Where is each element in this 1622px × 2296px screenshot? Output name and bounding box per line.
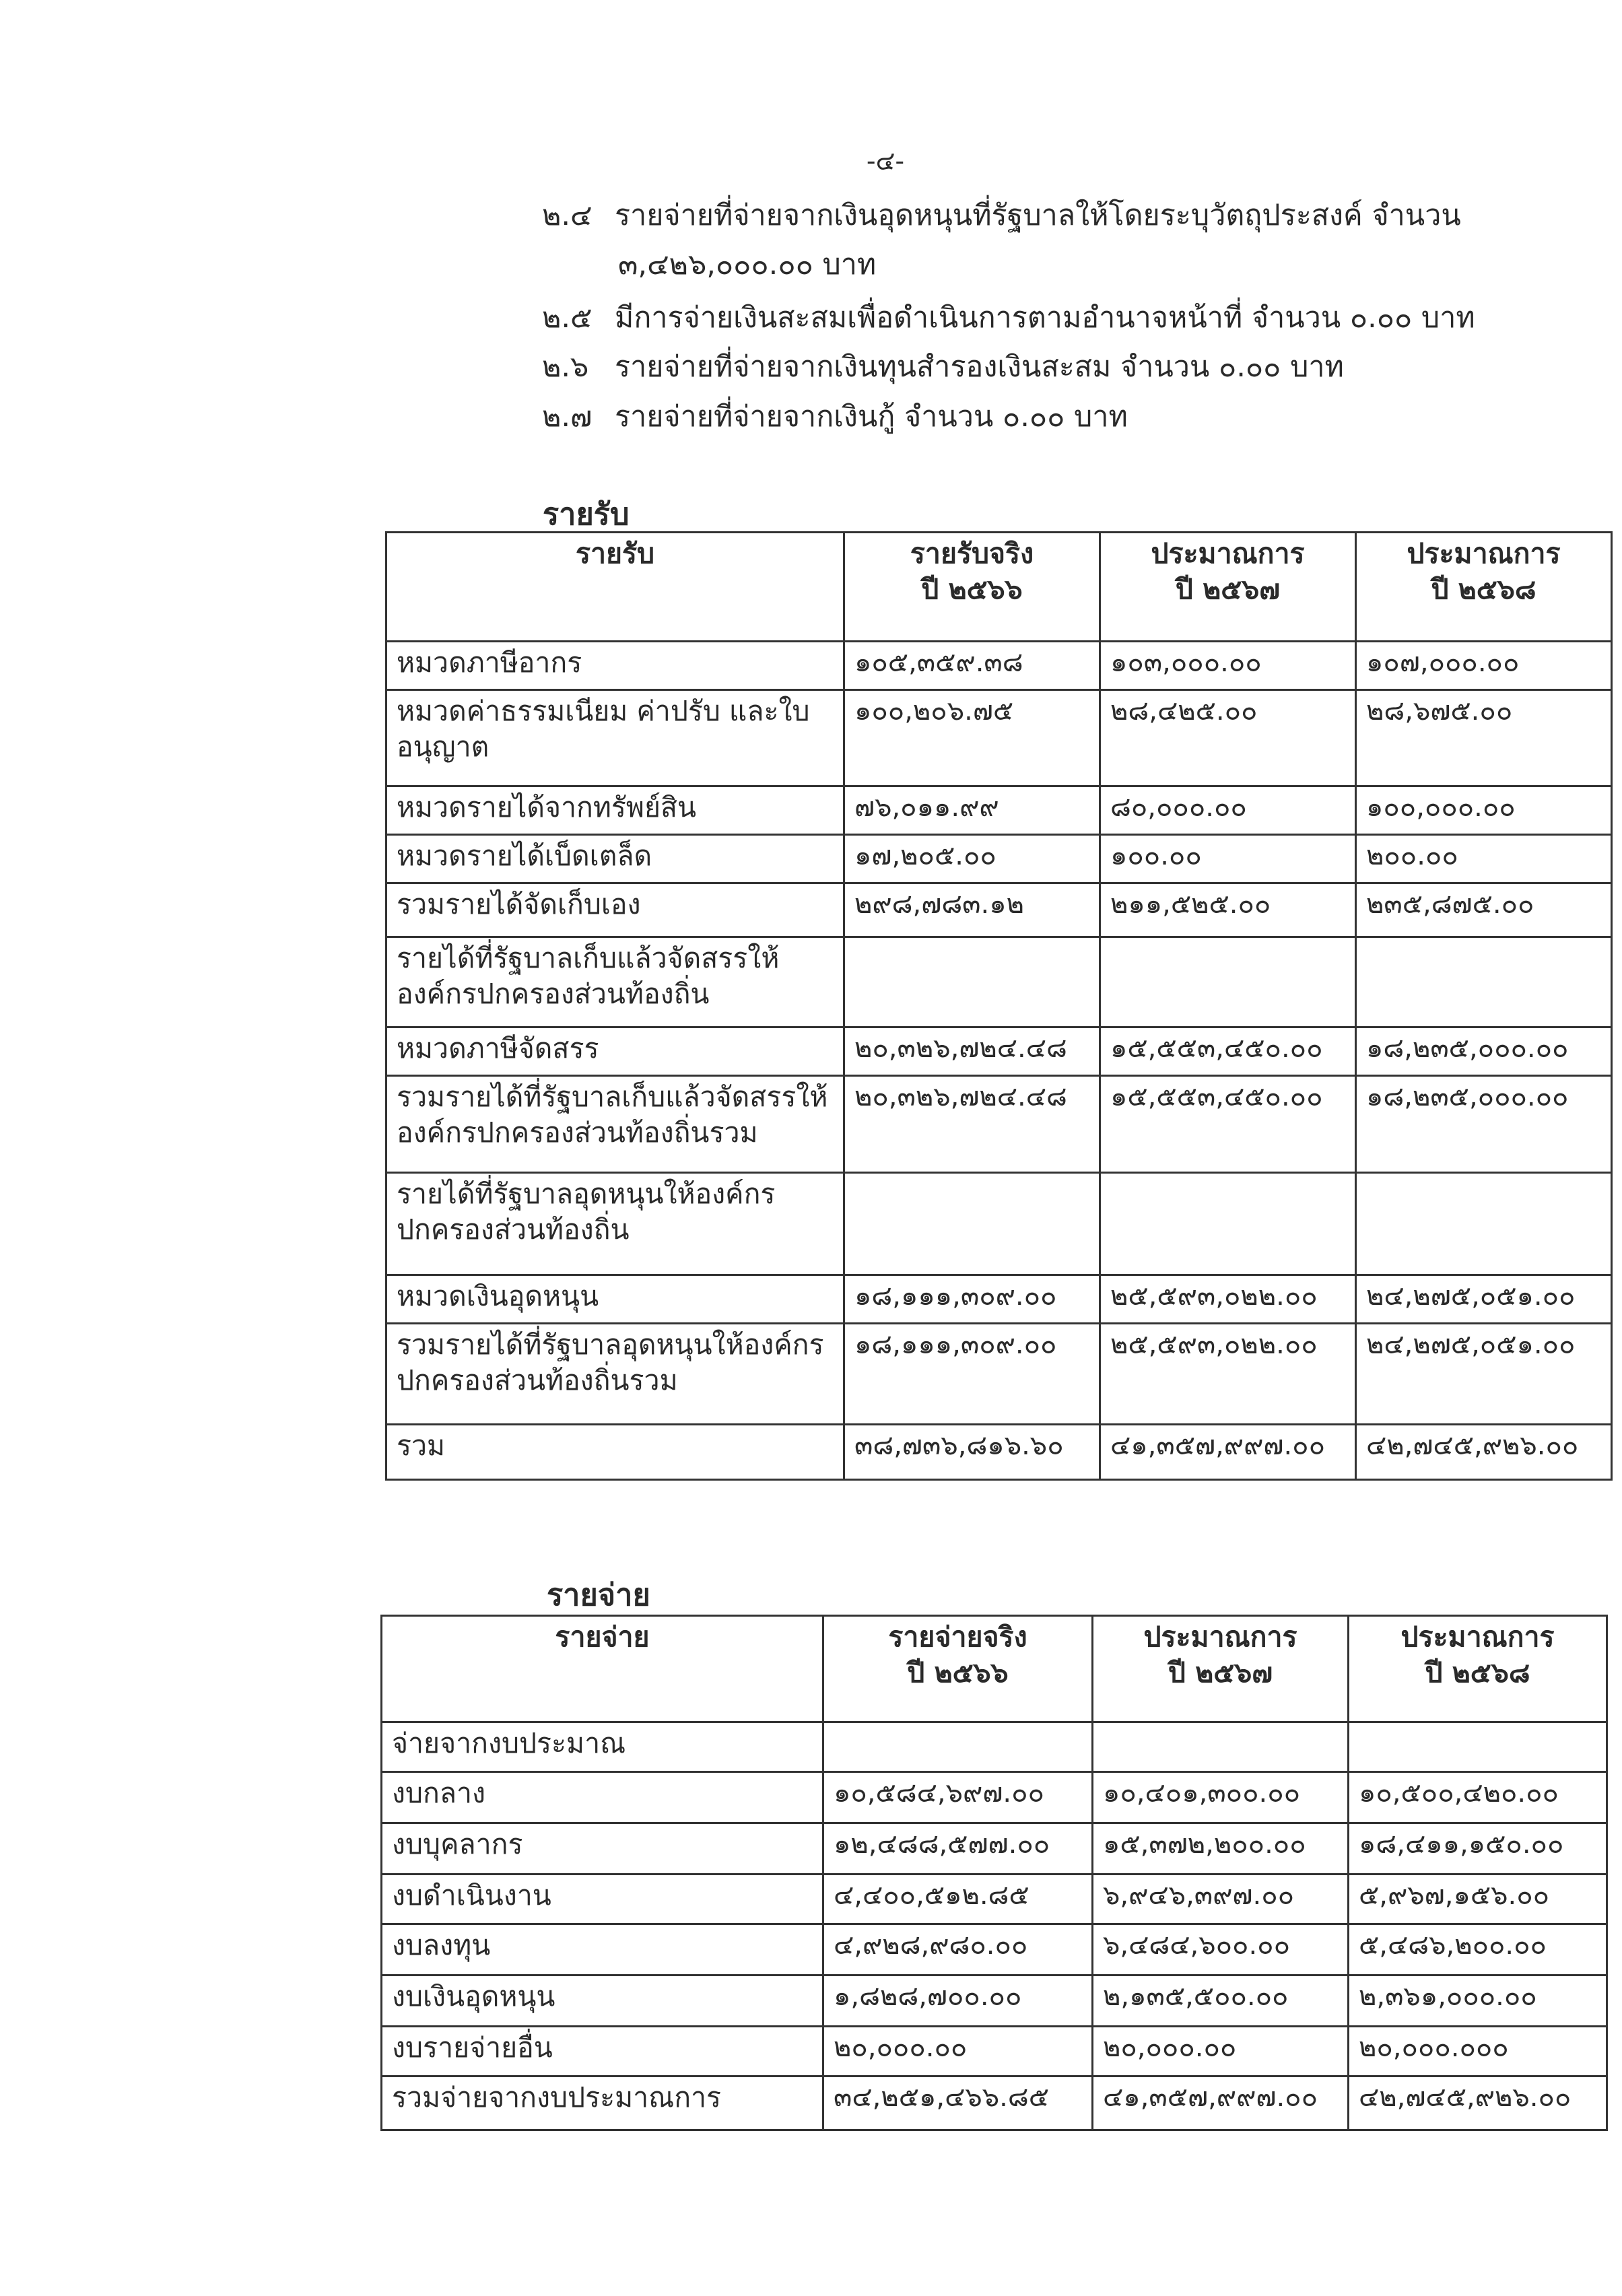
cell-estimate-2568: ๔๒,๗๔๕,๙๒๖.๐๐	[1356, 1425, 1612, 1480]
cell-actual: ๑๐๕,๓๕๙.๓๘	[844, 642, 1100, 690]
cell-estimate-2568: ๑๐,๕๐๐,๔๒๐.๐๐	[1349, 1772, 1607, 1823]
row-label: รวม	[386, 1425, 844, 1480]
cell-actual	[844, 937, 1100, 1027]
income-caption: รายรับ	[543, 496, 630, 532]
row-label: รวมรายได้ที่รัฐบาลเก็บแล้วจัดสรรให้องค์กรปกครองส่วนท้องถิ่นรวม	[386, 1076, 844, 1173]
table-row	[382, 1823, 1607, 1875]
cell-estimate-2568: ๒๐,๐๐๐.๐๐๐	[1349, 2027, 1607, 2076]
cell-actual: ๒๐,๐๐๐.๐๐	[823, 2027, 1093, 2076]
cell-estimate-2568: ๒๐๐.๐๐	[1356, 835, 1612, 883]
cell-actual	[823, 1722, 1093, 1772]
table-row	[386, 835, 1612, 883]
column-header: ประมาณการ ปี ๒๕๖๘	[1349, 1616, 1607, 1722]
cell-estimate-2568: ๒,๓๖๑,๐๐๐.๐๐	[1349, 1976, 1607, 2027]
table-row	[382, 1722, 1607, 1772]
cell-actual: ๑,๘๒๘,๗๐๐.๐๐	[823, 1976, 1093, 2027]
cell-actual: ๒๙๘,๗๘๓.๑๒	[844, 883, 1100, 937]
table-row	[386, 1275, 1612, 1324]
cell-estimate-2568: ๑๘,๒๓๕,๐๐๐.๐๐	[1356, 1027, 1612, 1076]
table-row	[386, 1027, 1612, 1076]
item-number: ๒.๔	[542, 199, 593, 232]
item-text: รายจ่ายที่จ่ายจากเงินทุนสำรองเงินสะสม จำนวน ๐.๐๐ บาท	[615, 350, 1344, 384]
cell-estimate-2567: ๑๐๓,๐๐๐.๐๐	[1100, 642, 1356, 690]
cell-actual: ๗๖,๐๑๑.๙๙	[844, 786, 1100, 835]
item-2-6	[542, 343, 1344, 389]
column-header: ประมาณการ ปี ๒๕๖๗	[1100, 533, 1356, 642]
cell-actual: ๔,๙๒๘,๙๘๐.๐๐	[823, 1924, 1093, 1976]
cell-estimate-2567: ๖,๔๘๔,๖๐๐.๐๐	[1093, 1924, 1349, 1976]
cell-actual: ๒๐,๓๒๖,๗๒๔.๔๘	[844, 1027, 1100, 1076]
cell-actual: ๑๗,๒๐๕.๐๐	[844, 835, 1100, 883]
row-label: รายได้ที่รัฐบาลอุดหนุนให้องค์กรปกครองส่วนท้องถิ่น	[386, 1173, 844, 1275]
column-header: รายจ่ายจริง ปี ๒๕๖๖	[823, 1616, 1093, 1722]
row-label: งบเงินอุดหนุน	[382, 1976, 823, 2027]
table-row	[382, 2076, 1607, 2130]
column-header: รายรับจริง ปี ๒๕๖๖	[844, 533, 1100, 642]
cell-actual: ๑๒,๔๘๘,๕๗๗.๐๐	[823, 1823, 1093, 1875]
item-text: มีการจ่ายเงินสะสมเพื่อดำเนินการตามอำนาจหน้าที่ จำนวน ๐.๐๐ บาท	[615, 301, 1475, 335]
cell-estimate-2567: ๘๐,๐๐๐.๐๐	[1100, 786, 1356, 835]
table-row	[386, 1425, 1612, 1480]
cell-estimate-2568	[1356, 1173, 1612, 1275]
expense-table	[380, 1615, 1608, 2131]
cell-estimate-2568: ๑๘,๔๑๑,๑๕๐.๐๐	[1349, 1823, 1607, 1875]
cell-estimate-2568: ๒๓๕,๘๗๕.๐๐	[1356, 883, 1612, 937]
cell-actual: ๑๘,๑๑๑,๓๐๙.๐๐	[844, 1275, 1100, 1324]
cell-estimate-2567	[1093, 1722, 1349, 1772]
table-row	[386, 786, 1612, 835]
table-row	[386, 642, 1612, 690]
cell-estimate-2568: ๕,๔๘๖,๒๐๐.๐๐	[1349, 1924, 1607, 1976]
cell-estimate-2568: ๑๐๐,๐๐๐.๐๐	[1356, 786, 1612, 835]
cell-actual	[844, 1173, 1100, 1275]
row-label: งบรายจ่ายอื่น	[382, 2027, 823, 2076]
table-row	[386, 690, 1612, 786]
row-label: งบกลาง	[382, 1772, 823, 1823]
cell-estimate-2568: ๒๔,๒๗๕,๐๕๑.๐๐	[1356, 1275, 1612, 1324]
cell-estimate-2568: ๒๔,๒๗๕,๐๕๑.๐๐	[1356, 1324, 1612, 1425]
cell-actual: ๑๐,๕๘๔,๖๙๗.๐๐	[823, 1772, 1093, 1823]
income-header-row	[386, 533, 1612, 642]
row-label: รวมจ่ายจากงบประมาณการ	[382, 2076, 823, 2130]
item-number: ๒.๕	[542, 301, 593, 335]
column-header: ประมาณการ ปี ๒๕๖๗	[1093, 1616, 1349, 1722]
row-label: งบดำเนินงาน	[382, 1875, 823, 1924]
item-2-7	[542, 393, 1128, 439]
cell-estimate-2567: ๒๑๑,๕๒๕.๐๐	[1100, 883, 1356, 937]
cell-estimate-2568: ๕,๙๖๗,๑๕๖.๐๐	[1349, 1875, 1607, 1924]
row-label: รวมรายได้ที่รัฐบาลอุดหนุนให้องค์กรปกครองส่วนท้องถิ่นรวม	[386, 1324, 844, 1425]
income-table	[385, 531, 1613, 1481]
table-row	[382, 2027, 1607, 2076]
table-row	[386, 1076, 1612, 1173]
row-label: รายได้ที่รัฐบาลเก็บแล้วจัดสรรให้องค์กรปกครองส่วนท้องถิ่น	[386, 937, 844, 1027]
cell-estimate-2567: ๔๑,๓๕๗,๙๙๗.๐๐	[1100, 1425, 1356, 1480]
cell-estimate-2567: ๒,๑๓๕,๕๐๐.๐๐	[1093, 1976, 1349, 2027]
cell-actual: ๔,๔๐๐,๕๑๒.๘๕	[823, 1875, 1093, 1924]
cell-estimate-2568: ๔๒,๗๔๕,๙๒๖.๐๐	[1349, 2076, 1607, 2130]
table-row	[382, 1976, 1607, 2027]
row-label: หมวดเงินอุดหนุน	[386, 1275, 844, 1324]
cell-estimate-2567: ๔๑,๓๕๗,๙๙๗.๐๐	[1093, 2076, 1349, 2130]
row-label: รวมรายได้จัดเก็บเอง	[386, 883, 844, 937]
table-row	[382, 1875, 1607, 1924]
item-number: ๒.๖	[542, 350, 589, 384]
row-label: จ่ายจากงบประมาณ	[382, 1722, 823, 1772]
table-row	[382, 1772, 1607, 1823]
cell-estimate-2567: ๑๕,๓๗๒,๒๐๐.๐๐	[1093, 1823, 1349, 1875]
cell-estimate-2567: ๑๕,๕๕๓,๔๕๐.๐๐	[1100, 1076, 1356, 1173]
column-header: ประมาณการ ปี ๒๕๖๘	[1356, 533, 1612, 642]
cell-estimate-2567	[1100, 1173, 1356, 1275]
row-label: หมวดรายได้จากทรัพย์สิน	[386, 786, 844, 835]
cell-estimate-2567: ๒๕,๕๙๓,๐๒๒.๐๐	[1100, 1324, 1356, 1425]
item-2-4-continuation: ๓,๔๒๖,๐๐๐.๐๐ บาท	[618, 248, 877, 281]
cell-estimate-2567: ๒๘,๔๒๕.๐๐	[1100, 690, 1356, 786]
item-2-4	[542, 192, 1461, 238]
cell-actual: ๓๔,๒๕๑,๔๖๖.๘๕	[823, 2076, 1093, 2130]
cell-estimate-2568: ๑๘,๒๓๕,๐๐๐.๐๐	[1356, 1076, 1612, 1173]
table-row	[386, 1324, 1612, 1425]
expense-caption: รายจ่าย	[547, 1577, 650, 1613]
item-2-5	[542, 294, 1475, 340]
cell-estimate-2568	[1356, 937, 1612, 1027]
row-label: หมวดภาษีจัดสรร	[386, 1027, 844, 1076]
cell-estimate-2567: ๒๐,๐๐๐.๐๐	[1093, 2027, 1349, 2076]
table-row	[386, 883, 1612, 937]
column-header: รายรับ	[386, 533, 844, 642]
cell-actual: ๓๘,๗๓๖,๘๑๖.๖๐	[844, 1425, 1100, 1480]
row-label: งบบุคลากร	[382, 1823, 823, 1875]
cell-estimate-2568	[1349, 1722, 1607, 1772]
row-label: หมวดภาษีอากร	[386, 642, 844, 690]
cell-estimate-2568: ๒๘,๖๗๕.๐๐	[1356, 690, 1612, 786]
cell-estimate-2567: ๑๐,๔๐๑,๓๐๐.๐๐	[1093, 1772, 1349, 1823]
item-text: รายจ่ายที่จ่ายจากเงินกู้ จำนวน ๐.๐๐ บาท	[615, 400, 1128, 434]
page-number: -๔-	[866, 146, 905, 176]
cell-estimate-2567: ๖,๙๔๖,๓๙๗.๐๐	[1093, 1875, 1349, 1924]
item-number: ๒.๗	[542, 400, 593, 434]
cell-actual: ๒๐,๓๒๖,๗๒๔.๔๘	[844, 1076, 1100, 1173]
row-label: หมวดค่าธรรมเนียม ค่าปรับ และใบอนุญาต	[386, 690, 844, 786]
cell-estimate-2567: ๒๕,๕๙๓,๐๒๒.๐๐	[1100, 1275, 1356, 1324]
row-label: งบลงทุน	[382, 1924, 823, 1976]
cell-estimate-2567	[1100, 937, 1356, 1027]
cell-actual: ๑๐๐,๒๐๖.๗๕	[844, 690, 1100, 786]
expense-header-row	[382, 1616, 1607, 1722]
row-label: หมวดรายได้เบ็ดเตล็ด	[386, 835, 844, 883]
cell-estimate-2567: ๑๐๐.๐๐	[1100, 835, 1356, 883]
cell-estimate-2568: ๑๐๗,๐๐๐.๐๐	[1356, 642, 1612, 690]
table-row	[382, 1924, 1607, 1976]
table-row	[386, 937, 1612, 1027]
item-text: รายจ่ายที่จ่ายจากเงินอุดหนุนที่รัฐบาลให้โดยระบุวัตถุประสงค์ จำนวน	[615, 199, 1461, 232]
cell-estimate-2567: ๑๕,๕๕๓,๔๕๐.๐๐	[1100, 1027, 1356, 1076]
column-header: รายจ่าย	[382, 1616, 823, 1722]
cell-actual: ๑๘,๑๑๑,๓๐๙.๐๐	[844, 1324, 1100, 1425]
table-row	[386, 1173, 1612, 1275]
